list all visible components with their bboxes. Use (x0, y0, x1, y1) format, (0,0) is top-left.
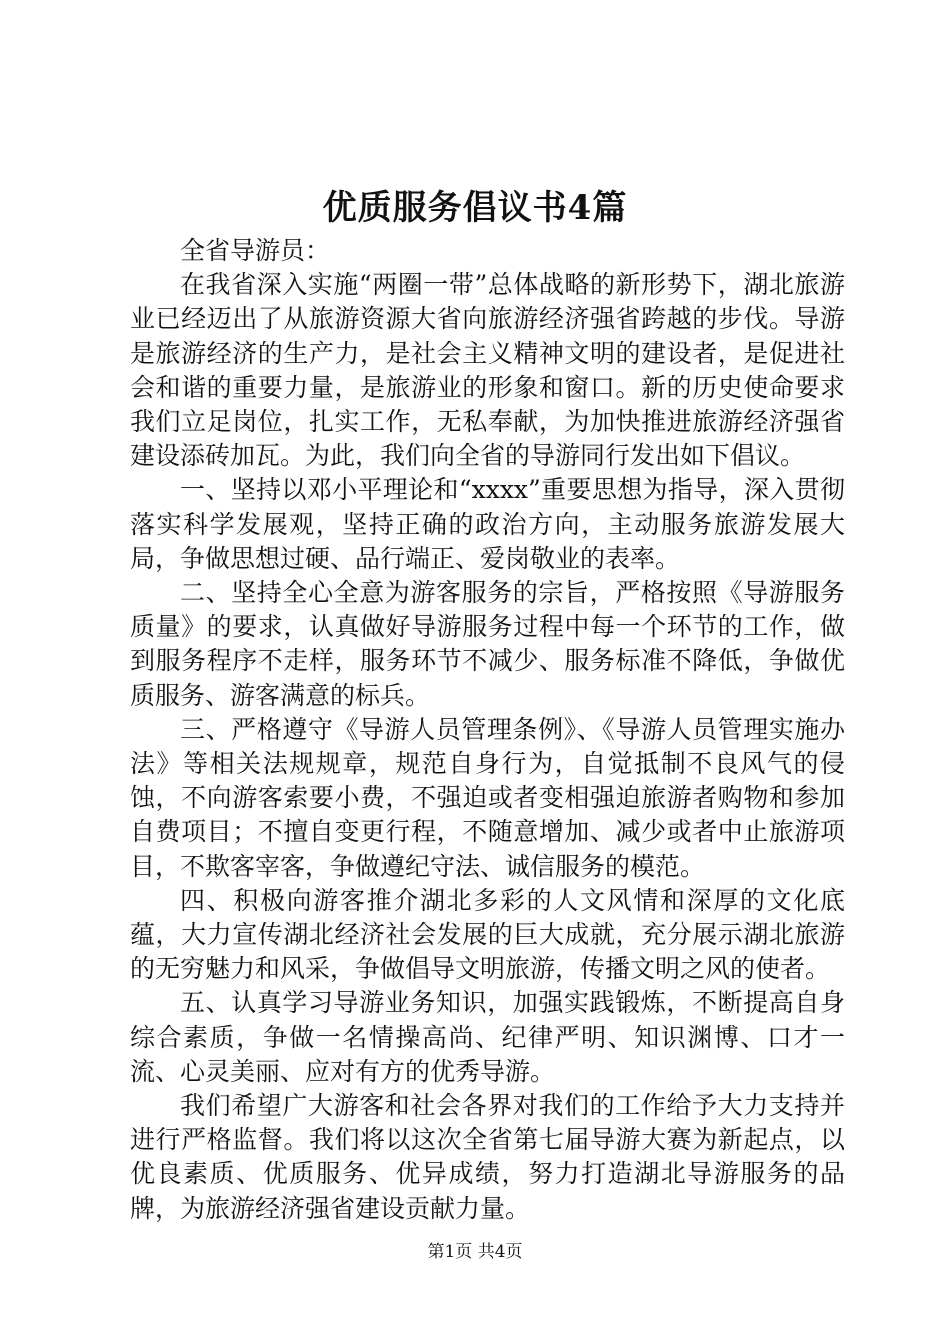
page-footer (0, 1240, 950, 1264)
paragraph-closing: 我们希望广大游客和社会各界对我们的工作给予大力支持并进行严格监督。我们将以这次全省第七届导游大赛为新起点，以优良素质、优质服务、优异成绩，努力打造湖北导游服务的品牌，为旅游经济强省建设贡献力量。 (130, 1091, 845, 1223)
document-body (130, 234, 845, 1226)
page-indicator: 第1页 共4页 (427, 1242, 523, 1262)
paragraph-intro: 在我省深入实施“两圈一带”总体战略的新形势下，湖北旅游业已经迈出了从旅游资源大省向旅游经济强省跨越的步伐。导游是旅游经济的生产力，是社会主义精神文明的建设者，是促进社会和谐的重要力量，是旅游业的形象和窗口。新的历史使命要求我们立足岗位，扎实工作，无私奉献，为加快推进旅游经济强省建设添砖加瓦。为此，我们向全省的导游同行发出如下倡议。 (130, 270, 845, 471)
paragraph-item-1: 一、坚持以邓小平理论和“xxxx”重要思想为指导，深入贯彻落实科学发展观，坚持正确的政治方向，主动服务旅游发展大局，争做思想过硬、品行端正、爱岗敬业的表率。 (130, 475, 845, 573)
paragraph-item-3: 三、严格遵守《导游人员管理条例》、《导游人员管理实施办法》等相关法规规章，规范自身行为，自觉抵制不良风气的侵蚀，不向游客索要小费，不强迫或者变相强迫旅游者购物和参加自费项目；不擅自变更行程，不随意增加、减少或者中止旅游项目，不欺客宰客，争做遵纪守法、诚信服务的模范。 (130, 714, 845, 881)
salutation: 全省导游员： (180, 236, 331, 265)
paragraph-item-2: 二、坚持全心全意为游客服务的宗旨，严格按照《导游服务质量》的要求，认真做好导游服务过程中每一个环节的工作，做到服务程序不走样，服务环节不减少、服务标准不降低，争做优质服务、游客满意的标兵。 (130, 578, 845, 710)
paragraph-item-4: 四、积极向游客推介湖北多彩的人文风情和深厚的文化底蕴，大力宣传湖北经济社会发展的巨大成就，充分展示湖北旅游的无穷魅力和风采，争做倡导文明旅游，传播文明之风的使者。 (130, 885, 845, 984)
document-title: 优质服务倡议书4篇 (322, 188, 628, 228)
paragraph-item-5: 五、认真学习导游业务知识，加强实践锻炼，不断提高自身综合素质，争做一名情操高尚、纪律严明、知识渊博、口才一流、心灵美丽、应对有方的优秀导游。 (130, 988, 845, 1086)
